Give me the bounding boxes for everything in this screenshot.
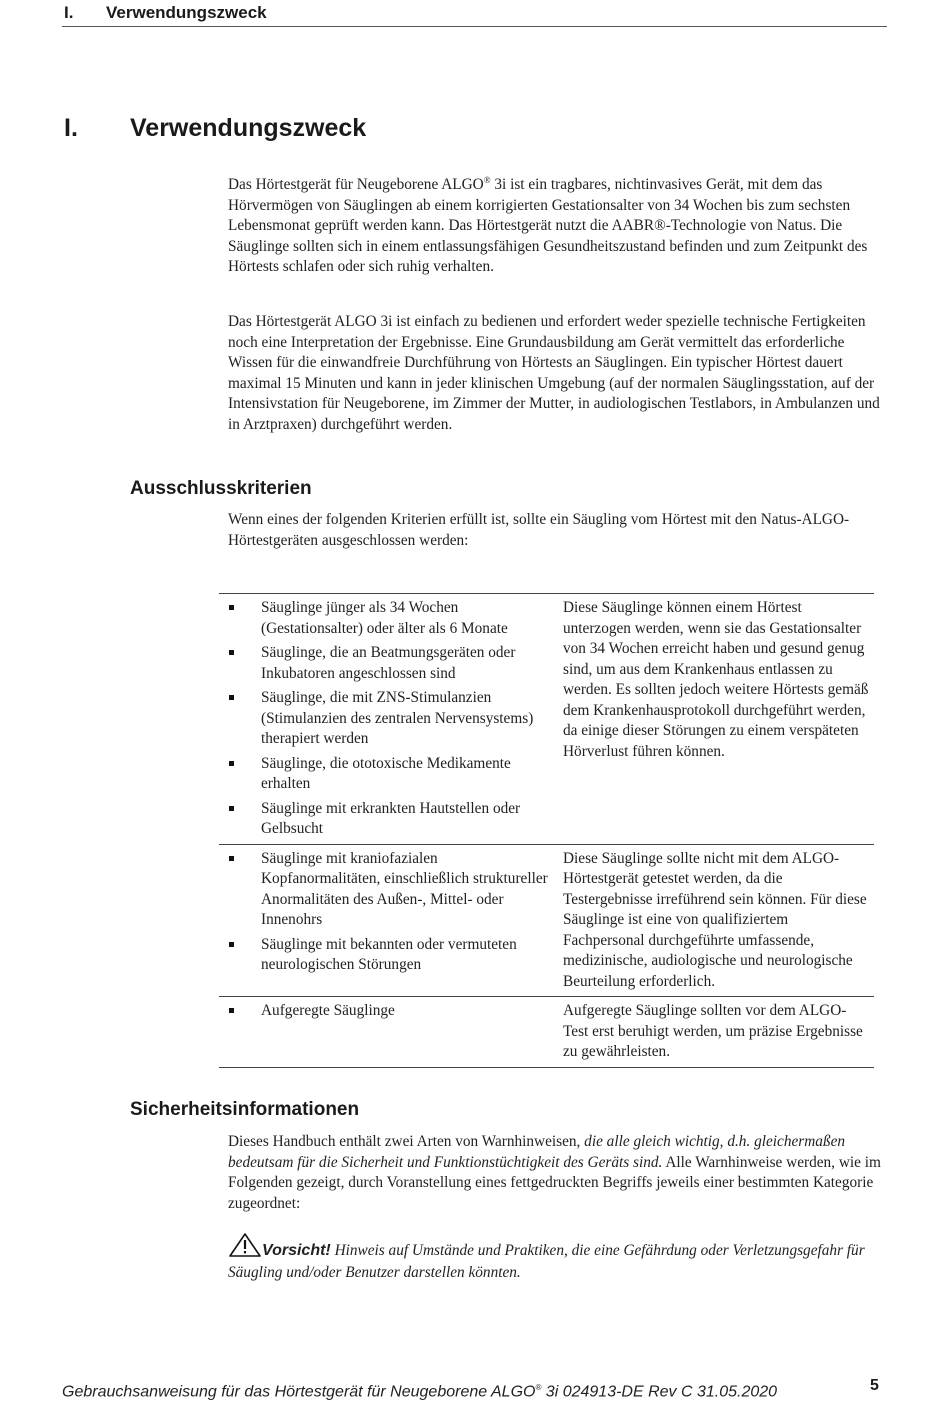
safety-paragraph	[228, 1132, 888, 1214]
square-bullet-icon	[229, 942, 234, 947]
criteria-item	[227, 935, 557, 976]
criteria-text: Säuglinge, die ototoxische Medikamente erhalten	[261, 754, 511, 792]
caution-label: Vorsicht!	[262, 1242, 331, 1259]
square-bullet-icon	[229, 650, 234, 655]
safety-heading: Sicherheitsinformationen	[130, 1099, 360, 1120]
exclusion-note-cell: Diese Säuglinge können einem Hörtest unterzogen werden, wenn sie das Gestationsalter von 34 Wochen erreicht haben und gesund genug sind, um aus dem Krankenhaus entlassen zu werden. Es sollten jedoch weitere Hörtests gemäß dem Krankenhausprotokoll durchgeführt werden, da einige dieser Störungen zu einem verspäteten Hörverlust führen können.	[563, 599, 869, 760]
criteria-item	[227, 643, 557, 684]
warning-triangle-icon	[228, 1232, 262, 1258]
chapter-title: Verwendungszweck	[130, 114, 367, 142]
square-bullet-icon	[229, 605, 234, 610]
caution-notice	[228, 1232, 888, 1284]
footer-text-end: 3i 024913-DE Rev C 31.05.2020	[541, 1383, 778, 1401]
criteria-list	[227, 849, 557, 976]
criteria-text: Aufgeregte Säuglinge	[261, 1002, 395, 1019]
criteria-item	[227, 849, 557, 931]
running-header-number: I.	[64, 3, 74, 22]
exclusion-note-cell: Diese Säuglinge sollte nicht mit dem ALGO-Hörtestgerät getestet werden, da die Testergebnisse irreführend sein können. Für diese Säuglinge ist eine von qualifiziertem Fachpersonal durchgeführte umfassende, medizinische, audiologische und neurologische Beurteilung erforderlich.	[557, 844, 874, 997]
exclusion-row	[219, 997, 874, 1068]
square-bullet-icon	[229, 695, 234, 700]
square-bullet-icon	[229, 761, 234, 766]
chapter-number: I.	[64, 114, 78, 142]
criteria-item	[227, 754, 557, 795]
intro-paragraph-2: Das Hörtestgerät ALGO 3i ist einfach zu bedienen und erfordert weder spezielle technische Fertigkeiten noch eine Interpretation der Ergebnisse. Eine Grundausbildung am Gerät vermittelt das erforderliche Wissen für die einwandfreie Durchführung von Hörtests an Säuglingen. Ein typischer Hörtest dauert maximal 15 Minuten und kann in jeder klinischen Umgebung (auf der normalen Säuglingsstation, auf der Intensivstation für Neugeborene, im Zimmer der Mutter, in audiologischen Testlabors, in Ambulanzen und in Arztpraxen) durchgeführt werden.	[228, 313, 880, 433]
exclusion-criteria-cell	[219, 594, 557, 845]
exclusion-row	[219, 844, 874, 997]
criteria-item	[227, 688, 557, 750]
running-header-title: Verwendungszweck	[106, 3, 267, 22]
exclusion-table-body	[219, 594, 874, 1068]
safety-text-italic: die alle gleich wichtig, d.h. gleichermaßen bedeutsam für die Sicherheit und Funktionstüchtigkeit des Geräts sind.	[228, 1133, 846, 1171]
intro-paragraph-1	[228, 170, 888, 278]
criteria-item	[227, 598, 557, 639]
criteria-text: Säuglinge mit bekannten oder vermuteten neurologischen Störungen	[261, 935, 517, 973]
criteria-text: Säuglinge mit erkrankten Hautstellen oder Gelbsucht	[261, 799, 521, 837]
safety-text-end: Alle Warnhinweise werden, wie im Folgenden gezeigt, durch Voranstellung eines fettgedruckten Begriffs jeweils einer bestimmten Kategorie zugeordnet:	[228, 1153, 881, 1212]
safety-text-start: Dieses Handbuch enthält zwei Arten von Warnhinweisen,	[228, 1133, 585, 1150]
criteria-text: Säuglinge mit kraniofazialen Kopfanormalitäten, einschließlich struktureller Anormalitäten des Außen-, Mittel- oder Innenohrs	[261, 849, 548, 928]
page-footer	[62, 1377, 887, 1403]
exclusion-criteria-cell	[219, 844, 557, 997]
exclusion-criteria-cell	[219, 997, 557, 1068]
criteria-list	[227, 598, 557, 840]
running-header	[62, 0, 887, 27]
criteria-item	[227, 799, 557, 840]
criteria-item	[227, 1001, 557, 1022]
footer-text-start: Gebrauchsanweisung für das Hörtestgerät für Neugeborene ALGO	[62, 1383, 536, 1401]
intro-p1-start: Das Hörtestgerät für Neugeborene ALGO	[228, 176, 484, 194]
page-number: 5	[870, 1377, 879, 1394]
exclusion-heading: Ausschlusskriterien	[130, 478, 312, 499]
criteria-text: Säuglinge, die mit ZNS-Stimulanzien (Stimulanzien des zentralen Nervensystems) therapiert werden	[261, 689, 534, 747]
square-bullet-icon	[229, 806, 234, 811]
exclusion-note-cell: Aufgeregte Säuglinge sollten vor dem ALGO-Test erst beruhigt werden, um präzise Ergebnisse zu gewährleisten.	[557, 997, 874, 1068]
square-bullet-icon	[229, 856, 234, 861]
exclusion-table	[219, 593, 874, 1068]
criteria-text: Säuglinge, die an Beatmungsgeräten oder Inkubatoren angeschlossen sind	[261, 644, 516, 682]
caution-text: Hinweis auf Umstände und Praktiken, die eine Gefährdung oder Verletzungsgefahr für Säugling und/oder Benutzer darstellen könnten.	[228, 1242, 865, 1281]
criteria-text: Säuglinge jünger als 34 Wochen (Gestationsalter) oder älter als 6 Monate	[261, 599, 508, 637]
footer-registered-mark: ®	[535, 1383, 542, 1392]
exclusion-row	[219, 594, 874, 845]
registered-mark: ®	[483, 175, 491, 185]
criteria-list	[227, 1001, 557, 1022]
intro-p1-rest: 3i ist ein tragbares, nichtinvasives Gerät, mit dem das Hörvermögen von Säuglingen ab einem korrigierten Gestationsalter von 34 Wochen bis zum sechsten Lebensmonat geprüft werden kann. Das Hörtestgerät nutzt die AABR®-Technologie von Natus. Die Säuglinge sollten sich in einem entlassungsfähigen Gesundheitszustand befinden und zum Zeitpunkt des Hörtests schlafen oder sich ruhig verhalten.	[228, 176, 868, 276]
exclusion-intro: Wenn eines der folgenden Kriterien erfüllt ist, sollte ein Säugling vom Hörtest mit den Natus-ALGO-Hörtestgeräten ausgeschlossen werden:	[228, 511, 850, 549]
square-bullet-icon	[229, 1008, 234, 1013]
